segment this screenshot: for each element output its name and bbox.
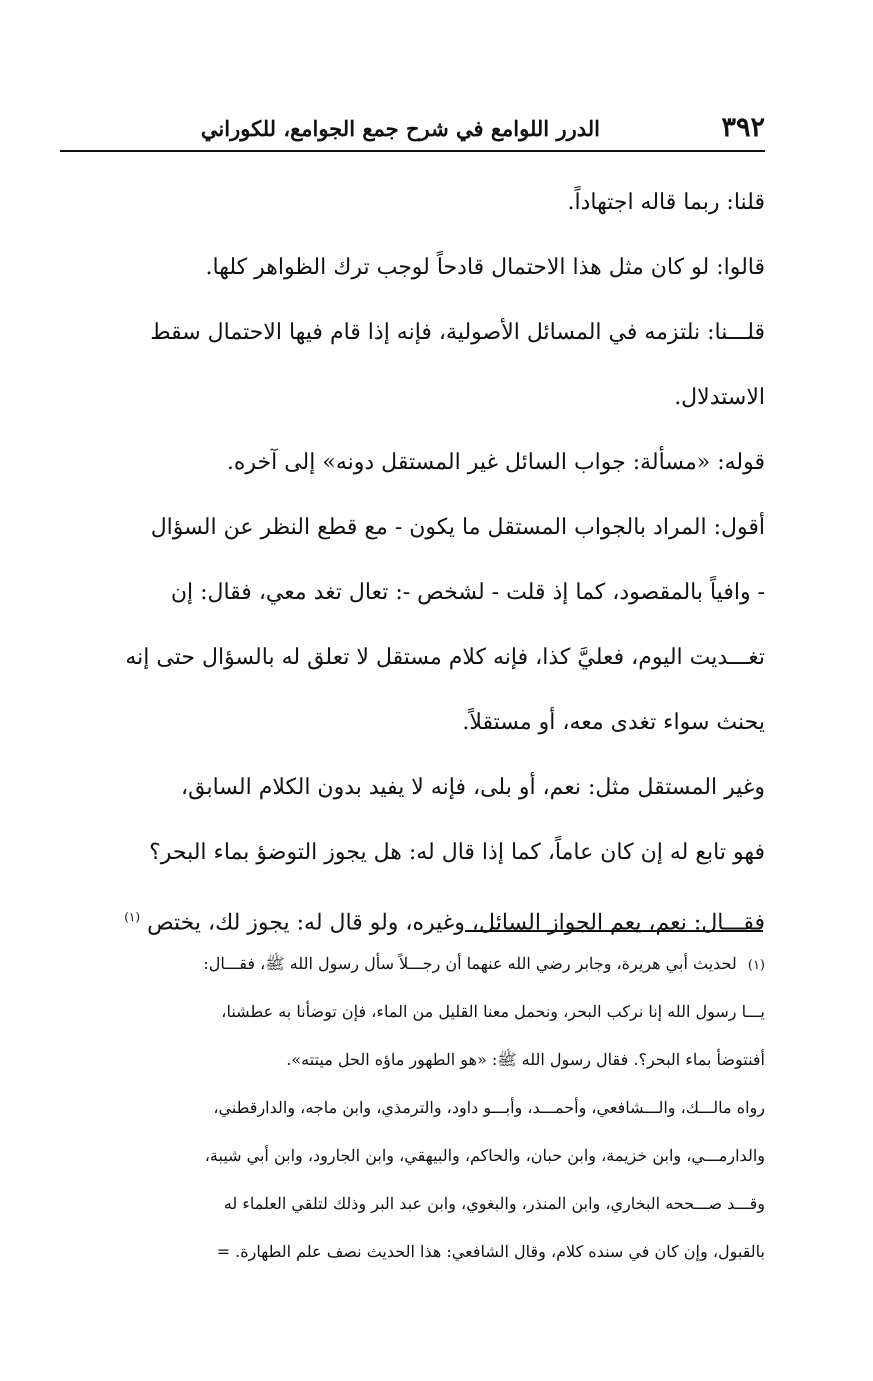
- text-line: تغـــديت اليوم، فعليَّ كذا، فإنه كلام مستقل لا تعلق له بالسؤال حتى إنه: [125, 645, 765, 670]
- footnote-text: لحديث أبي هريرة، وجابر رضي الله عنهما أن رجـــلاً سأل رسول الله ﷺ، فقـــال:: [203, 954, 737, 973]
- footnote-line: والدارمـــي، وابن خزيمة، وابن حبان، والحاكم، والبيهقي، وابن الجارود، وابن أبي شيبة،: [204, 1146, 765, 1165]
- footnote-divider: [465, 930, 763, 932]
- text-line: فهو تابع له إن كان عاماً، كما إذا قال له: هل يجوز التوضؤ بماء البحر؟: [149, 840, 765, 865]
- text-line: أقول: المراد بالجواب المستقل ما يكون - مع قطع النظر عن السؤال: [150, 515, 765, 540]
- footnote-line: [60, 940, 765, 988]
- text-line: قلـــنا: نلتزمه في المسائل الأصولية، فإنه إذا قام فيها الاحتمال سقط: [150, 320, 765, 345]
- footnote-line: بالقبول، وإن كان في سنده كلام، وقال الشافعي: هذا الحديث نصف علم الطهارة. =: [216, 1242, 765, 1261]
- page-header: [60, 110, 765, 152]
- footnote-line: وقـــد صـــححه البخاري، وابن المنذر، والبغوي، وابن عبد البر وذلك لتلقي العلماء له: [223, 1194, 765, 1213]
- footnote-line: يـــا رسول الله إنا نركب البحر، ونحمل معنا القليل من الماء، فإن توضأنا به عطشنا،: [221, 1002, 765, 1021]
- text-line: يحنث سواء تغدى معه، أو مستقلاً.: [462, 710, 765, 735]
- footnote-line-text: فقـــال: نعم، يعم الجواز السائل، وغيره، ولو قال له: يجوز لك، يختص: [147, 910, 765, 936]
- footnote-line: أفنتوضأ بماء البحر؟. فقال رسول الله ﷺ: «هو الطهور ماؤه الحل ميتته».: [286, 1050, 765, 1069]
- text-line: - وافياً بالمقصود، كما إذ قلت - لشخص -: تعال تغد معي، فقال: إن: [170, 580, 765, 605]
- footnotes: [60, 940, 765, 1276]
- running-title: الدرر اللوامع في شرح جمع الجوامع، للكوراني: [200, 116, 600, 141]
- text-line: قالوا: لو كان مثل هذا الاحتمال قادحاً لوجب ترك الظواهر كلها.: [205, 255, 765, 280]
- footnote-number: (١): [747, 958, 765, 973]
- text-line: قوله: «مسألة: جواب السائل غير المستقل دونه» إلى آخره.: [226, 450, 765, 475]
- footnote-line: رواه مالـــك، والـــشافعي، وأحمـــد، وأبـــو داود، والترمذي، وابن ماجه، والدارقطني،: [213, 1098, 765, 1117]
- text-line: الاستدلال.: [674, 385, 765, 410]
- footnote-reference: (١): [124, 910, 141, 924]
- text-line: وغير المستقل مثل: نعم، أو بلى، فإنه لا يفيد بدون الكلام السابق،: [181, 775, 765, 800]
- main-text: [60, 170, 765, 950]
- page-number: ٣٩٢: [721, 112, 765, 143]
- text-line: قلنا: ربما قاله اجتهاداً.: [567, 190, 765, 215]
